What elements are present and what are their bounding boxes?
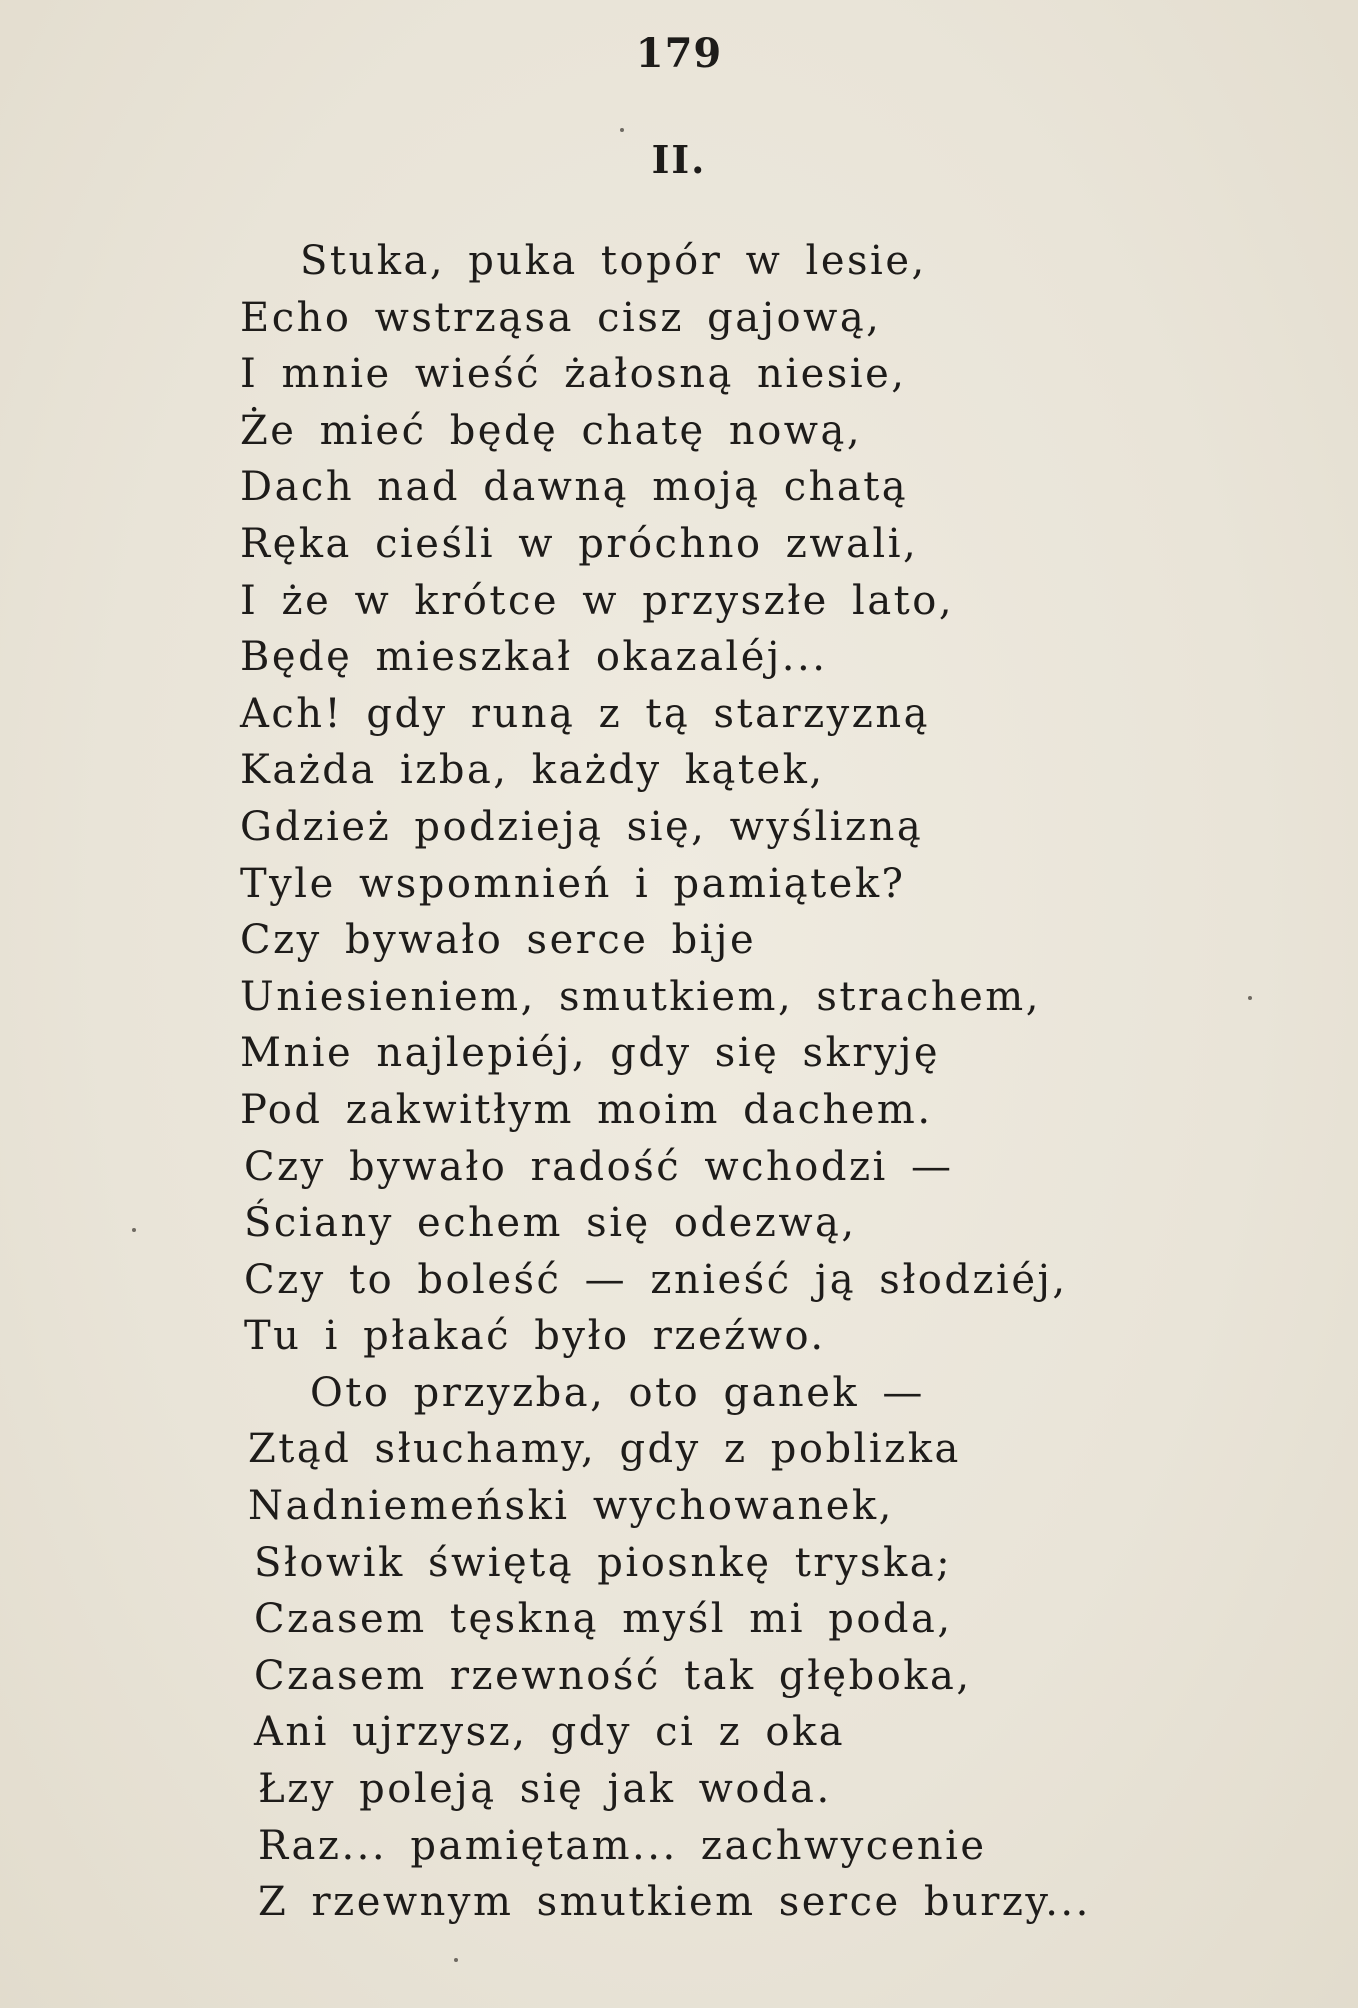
poem-line: Będę mieszkał okazaléj... bbox=[240, 634, 828, 681]
poem-line: Czy bywało serce bije bbox=[240, 917, 757, 964]
poem-line: Ani ujrzysz, gdy ci z oka bbox=[254, 1709, 846, 1756]
poem-line: Tyle wspomnień i pamiątek? bbox=[240, 860, 906, 907]
poem-line: Z rzewnym smutkiem serce burzy... bbox=[258, 1879, 1091, 1926]
poem-line: Oto przyzba, oto ganek — bbox=[310, 1369, 925, 1416]
poem-line: Ściany echem się odezwą, bbox=[244, 1200, 857, 1247]
poem-line: Ach! gdy runą z tą starzyzną bbox=[240, 690, 930, 737]
poem-line: Echo wstrząsa cisz gajową, bbox=[240, 294, 882, 341]
poem-line: Dach nad dawną moją chatą bbox=[240, 464, 909, 511]
poem-line: Czasem rzewność tak głęboka, bbox=[254, 1652, 972, 1699]
poem-line: Uniesieniem, smutkiem, strachem, bbox=[240, 973, 1041, 1020]
poem-line: Nadniemeński wychowanek, bbox=[248, 1483, 894, 1530]
poem-line: Słowik świętą piosnkę tryska; bbox=[254, 1539, 953, 1586]
poem-line: Czy bywało radość wchodzi — bbox=[244, 1143, 954, 1190]
paper-speck bbox=[454, 1958, 458, 1962]
paper-speck bbox=[1248, 996, 1252, 1000]
section-heading: II. bbox=[651, 137, 707, 182]
poem-line: I mnie wieść żałosną niesie, bbox=[240, 351, 907, 398]
poem-text bbox=[240, 233, 1320, 1931]
poem-line: Stuka, puka topór w lesie, bbox=[300, 238, 927, 284]
poem-line: Ztąd słuchamy, gdy z poblizka bbox=[248, 1426, 961, 1473]
paper-speck bbox=[620, 128, 624, 132]
poem-line: Czasem tęskną myśl mi poda, bbox=[254, 1596, 953, 1643]
paper-speck bbox=[132, 1228, 136, 1232]
poem-line: Pod zakwitłym moim dachem. bbox=[240, 1086, 933, 1133]
poem-line: Że mieć będę chatę nową, bbox=[240, 407, 863, 454]
poem-line: Mnie najlepiéj, gdy się skryję bbox=[240, 1030, 941, 1077]
poem-line: Gdzież podzieją się, wyślizną bbox=[240, 803, 924, 850]
poem-line: Każda izba, każdy kątek, bbox=[240, 747, 825, 794]
poem-line: Czy to boleść — znieść ją słodziéj, bbox=[244, 1256, 1068, 1303]
poem-line: Raz... pamiętam... zachwycenie bbox=[258, 1822, 987, 1869]
poem-line: Tu i płakać było rzeźwo. bbox=[244, 1313, 826, 1360]
poem-line: Łzy poleją się jak woda. bbox=[258, 1766, 832, 1813]
poem-line: Ręka cieśli w próchno zwali, bbox=[240, 520, 919, 567]
page-number: 179 bbox=[635, 30, 723, 77]
poem-line: I że w krótce w przyszłe lato, bbox=[240, 577, 955, 624]
